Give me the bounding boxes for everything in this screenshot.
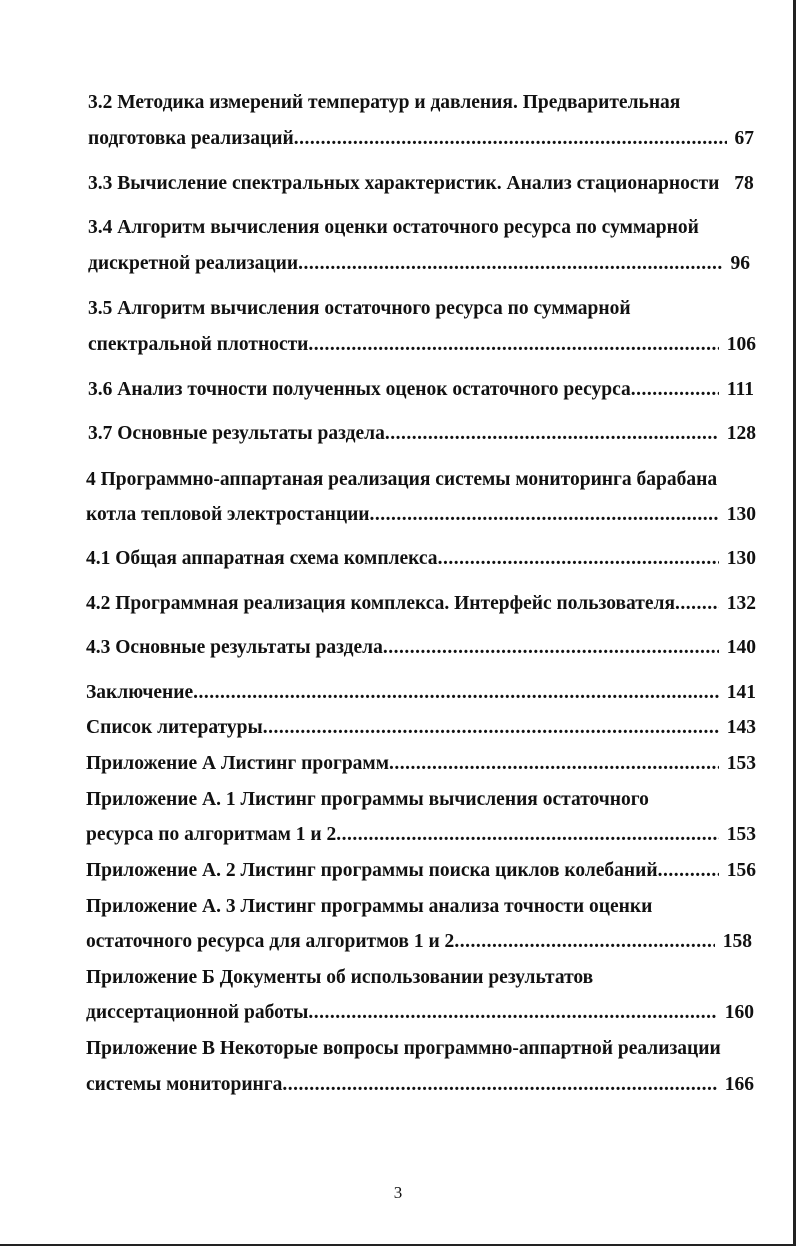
toc-entry-3-2-title: 3.2 Методика измерений температур и давления. Предварительная bbox=[88, 92, 681, 113]
toc-entry-appendix-a bbox=[86, 752, 756, 776]
toc-entry-appendix-v-title-cont: системы мониторинга bbox=[86, 1074, 283, 1095]
dot-leader bbox=[298, 252, 722, 276]
toc-entry-appendix-b-page: 160 bbox=[724, 1002, 754, 1023]
toc-entry-conclusion-title: Заключение bbox=[86, 682, 194, 703]
toc-entry-appendix-v-title: Приложение В Некоторые вопросы программно-аппартной реализации bbox=[86, 1038, 721, 1059]
toc-entry-3-2 bbox=[88, 127, 754, 151]
toc-entry-appendix-a-page: 153 bbox=[726, 753, 756, 774]
dot-leader bbox=[193, 681, 719, 705]
toc-entry-appendix-b-title-cont: диссертационной работы bbox=[86, 1002, 309, 1023]
toc-entry-3-6-title: 3.6 Анализ точности полученных оценок остаточного ресурса bbox=[88, 379, 631, 400]
toc-entry-references-page: 143 bbox=[726, 717, 756, 738]
dot-leader bbox=[631, 378, 719, 402]
toc-entry-appendix-b bbox=[86, 1001, 754, 1025]
toc-entry-appendix-a1-title-cont: ресурса по алгоритмам 1 и 2 bbox=[86, 824, 337, 845]
toc-entry-3-6-page: 111 bbox=[726, 379, 754, 400]
toc-entry-appendix-a-title: Приложение А Листинг программ bbox=[86, 753, 389, 774]
toc-entry-3-5-title: 3.5 Алгоритм вычисления остаточного ресурса по суммарной bbox=[88, 298, 631, 319]
toc-entry-3-3-title: 3.3 Вычисление спектральных характеристик. Анализ стационарности bbox=[88, 173, 720, 194]
toc-entry-3-3-page: 78 bbox=[734, 173, 754, 194]
toc-entry-appendix-a3 bbox=[86, 930, 752, 954]
dot-leader bbox=[675, 592, 719, 616]
toc-entry-3-2-title-cont: подготовка реализаций bbox=[88, 128, 294, 149]
dot-leader bbox=[263, 716, 719, 740]
toc-entry-appendix-b-title: Приложение Б Документы об использовании результатов bbox=[86, 967, 594, 988]
toc-entry-4-3 bbox=[86, 636, 756, 660]
toc-entry-4-title-cont: котла тепловой электростанции bbox=[86, 504, 370, 525]
dot-leader bbox=[658, 859, 719, 883]
toc-entry-appendix-a1-page: 153 bbox=[726, 824, 756, 845]
toc-entry-3-7-title: 3.7 Основные результаты раздела bbox=[88, 423, 385, 444]
dot-leader bbox=[370, 503, 719, 527]
toc-entry-3-4-page: 96 bbox=[730, 253, 750, 274]
toc-entry-3-2-page: 67 bbox=[734, 128, 754, 149]
toc-entry-3-4-title-cont: дискретной реализации bbox=[88, 253, 299, 274]
dot-leader bbox=[308, 1001, 716, 1025]
page-number: 3 bbox=[393, 1183, 403, 1202]
dot-leader bbox=[308, 333, 718, 357]
toc-entry-appendix-a1-title: Приложение А. 1 Листинг программы вычисления остаточного bbox=[86, 789, 649, 810]
dot-leader bbox=[385, 422, 719, 446]
toc-entry-conclusion-page: 141 bbox=[726, 682, 756, 703]
toc-entry-3-5-title-cont: спектральной плотности bbox=[88, 334, 309, 355]
toc-entry-4-title: 4 Программно-аппартаная реализация системы мониторинга барабана bbox=[86, 469, 718, 490]
toc-entry-4-1-page: 130 bbox=[726, 548, 756, 569]
toc-entry-appendix-a3-title-cont: остаточного ресурса для алгоритмов 1 и 2 bbox=[86, 931, 455, 952]
dot-leader bbox=[454, 930, 714, 954]
toc-entry-appendix-a2 bbox=[86, 859, 756, 883]
dot-leader bbox=[438, 547, 719, 571]
toc-entry-3-7-page: 128 bbox=[726, 423, 756, 444]
toc-entry-4-2-title: 4.2 Программная реализация комплекса. Интерфейс пользователя bbox=[86, 593, 675, 614]
dot-leader bbox=[389, 752, 719, 776]
toc-entry-3-6 bbox=[88, 378, 754, 402]
dot-leader bbox=[383, 636, 719, 660]
toc-entry-references-title: Список литературы bbox=[86, 717, 263, 738]
toc-entry-references bbox=[86, 716, 756, 740]
toc-entry-3-7 bbox=[88, 422, 756, 446]
toc-entry-conclusion bbox=[86, 681, 756, 705]
toc-entry-appendix-a1 bbox=[86, 823, 756, 847]
dot-leader bbox=[294, 127, 727, 151]
toc-entry-4-2-page: 132 bbox=[726, 593, 756, 614]
toc-entry-4-3-title: 4.3 Основные результаты раздела bbox=[86, 637, 383, 658]
toc-entry-3-5 bbox=[88, 333, 756, 357]
toc-entry-4-page: 130 bbox=[726, 504, 756, 525]
toc-entry-appendix-v-page: 166 bbox=[724, 1074, 754, 1095]
toc-entry-appendix-a2-title: Приложение А. 2 Листинг программы поиска циклов колебаний bbox=[86, 860, 658, 881]
toc-entry-appendix-a2-page: 156 bbox=[726, 860, 756, 881]
toc-entry-3-5-page: 106 bbox=[726, 334, 756, 355]
toc-entry-appendix-a3-page: 158 bbox=[722, 931, 752, 952]
toc-entry-3-4 bbox=[88, 252, 750, 276]
toc-entry-3-3 bbox=[88, 172, 754, 196]
dot-leader bbox=[282, 1073, 716, 1097]
toc-entry-4-1-title: 4.1 Общая аппаратная схема комплекса bbox=[86, 548, 438, 569]
toc-entry-4-2 bbox=[86, 592, 756, 616]
dot-leader bbox=[336, 823, 718, 847]
toc-entry-4 bbox=[86, 503, 756, 527]
toc-entry-4-3-page: 140 bbox=[726, 637, 756, 658]
toc-entry-appendix-v bbox=[86, 1073, 754, 1097]
toc-entry-4-1 bbox=[86, 547, 756, 571]
toc-entry-appendix-a3-title: Приложение А. 3 Листинг программы анализа точности оценки bbox=[86, 896, 653, 917]
toc-entry-3-4-title: 3.4 Алгоритм вычисления оценки остаточного ресурса по суммарной bbox=[88, 217, 699, 238]
